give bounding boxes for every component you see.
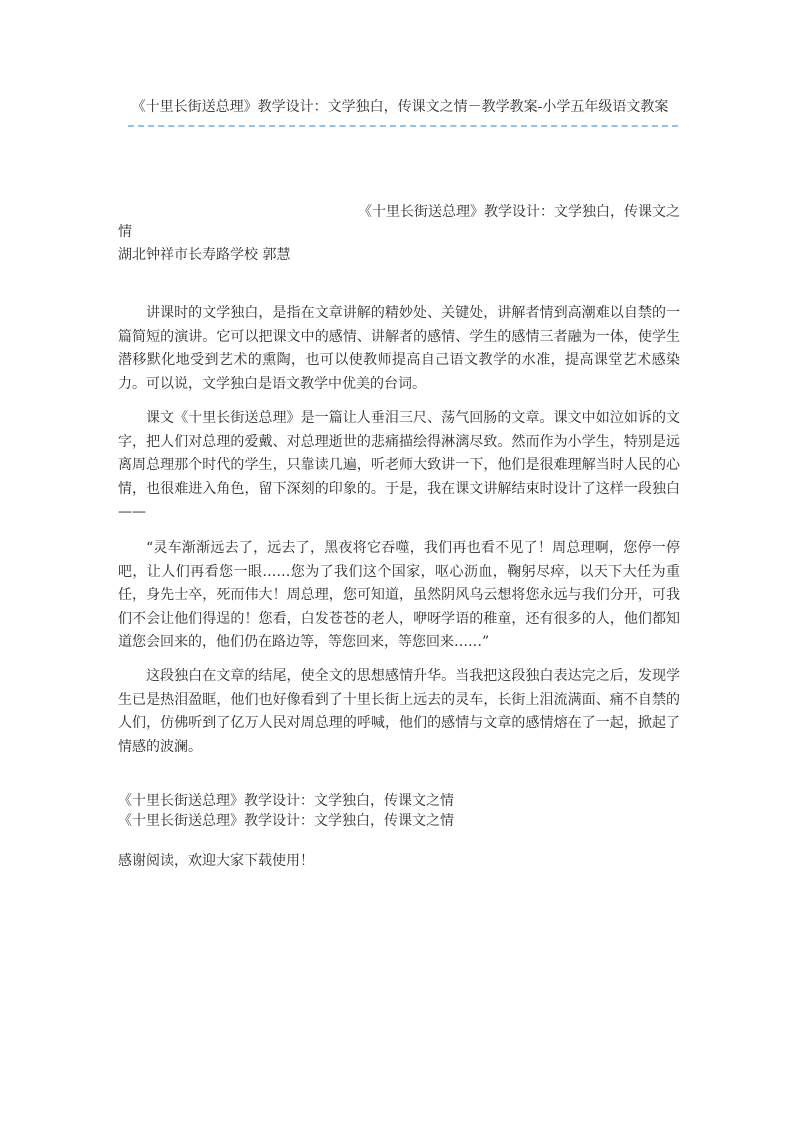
article-title [118, 202, 680, 242]
article-title-line-1: 《十里长街送总理》教学设计：文学独白，传课文之 [358, 204, 680, 220]
thanks-note: 感谢阅读，欢迎大家下载使用！ [118, 853, 314, 869]
footer-title-1: 《十里长街送总理》教学设计：文学独白，传课文之情 [118, 793, 454, 809]
body-paragraph-1: 讲课时的文学独白，是指在文章讲解的精妙处、关键处，讲解者情到高潮难以自禁的一篇简短的演讲。它可以把课文中的感情、讲解者的感情、学生的感情三者融为一体，使学生潜移默化地受到艺术的熏陶，也可以使教师提高自己语文教学的水准，提高课堂艺术感染力。可以说，文学独白是语文教学中优美的台词。 [118, 305, 680, 392]
footer-title-2: 《十里长街送总理》教学设计：文学独白，传课文之情 [118, 813, 454, 829]
header-divider [128, 125, 678, 127]
body-paragraph-2: 课文《十里长街送总理》是一篇让人垂泪三尺、荡气回肠的文章。课文中如泣如诉的文字，把人们对总理的爱戴、对总理逝世的悲痛描绘得淋漓尽致。然而作为小学生，特别是远离周总理那个时代的学生，只靠读几遍，听老师大致讲一下，他们是很难理解当时人民的心情，也很难进入角色，留下深刻的印象的。于是，我在课文讲解结束时设计了这样一段独白—— [118, 410, 680, 520]
author-line: 湖北钟祥市长寿路学校 郭慧 [118, 247, 291, 263]
monologue-paragraph: “灵车渐渐远去了，远去了，黑夜将它吞噬，我们再也看不见了！周总理啊，您停一停吧，让人们再看您一眼……您为了我们这个国家，呕心沥血，鞠躬尽瘁，以天下大任为重任，身先士卒，死而伟大！周总理，您可知道，虽然阴风乌云想将您永远与我们分开，可我们不会让他们得逞的！您看，白发苍苍的老人，咿呀学语的稚童，还有很多的人，他们都知道您会回来的，他们仍在路边等，等您回来，等您回来……” [118, 540, 680, 650]
page-header-title: 《十里长街送总理》教学设计：文学独白，传课文之情－教学教案-小学五年级语文教案 [131, 99, 669, 115]
body-paragraph-4: 这段独白在文章的结尾，使全文的思想感情升华。当我把这段独白表达完之后，发现学生已是热泪盈眶，他们也好像看到了十里长街上远去的灵车，长街上泪流满面、痛不自禁的人们，仿佛听到了亿万人民对周总理的呼喊，他们的感情与文章的感情熔在了一起，掀起了情感的波澜。 [118, 668, 680, 755]
article-title-line-2: 情 [118, 224, 132, 240]
